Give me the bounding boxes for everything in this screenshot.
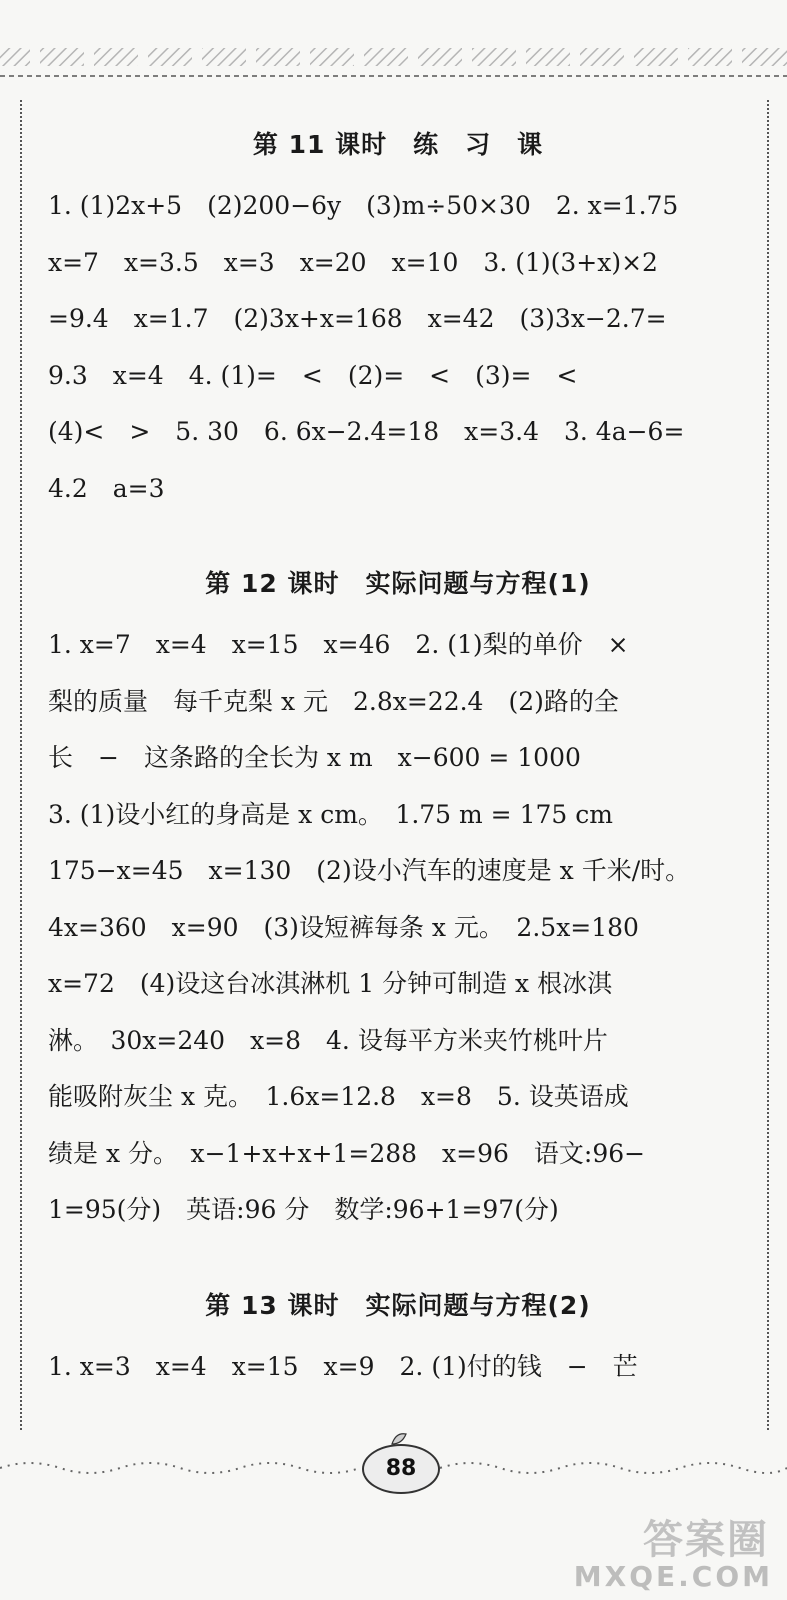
answer-line: 淋。 30x=240 x=8 4. 设每平方米夹竹桃叶片 [48, 1025, 608, 1055]
answer-line: 梨的质量 每千克梨 x 元 2.8x=22.4 (2)路的全 [48, 686, 619, 716]
answer-line: 绩是 x 分。 x−1+x+x+1=288 x=96 语文:96− [48, 1138, 646, 1168]
answer-line: 4.2 a=3 [48, 473, 165, 503]
section-lesson-13 [48, 1273, 748, 1396]
answer-line: 1. x=7 x=4 x=15 x=46 2. (1)梨的单价 × [48, 630, 629, 659]
answer-line: (4)< > 5. 30 6. 6x−2.4=18 x=3.4 3. 4a−6= [48, 417, 685, 446]
answer-lines [48, 178, 748, 517]
answer-line: 1. (1)2x+5 (2)200−6y (3)m÷50×30 2. x=1.75 [48, 191, 679, 220]
answer-lines [48, 617, 748, 1239]
wavy-dotted-line-left [0, 1463, 360, 1473]
answer-line: 9.3 x=4 4. (1)= < (2)= < (3)= < [48, 360, 578, 390]
section-lesson-12 [48, 551, 748, 1239]
answer-line: =9.4 x=1.7 (2)3x+x=168 x=42 (3)3x−2.7= [48, 304, 667, 333]
section-title: 第 11 课时 练 习 课 [252, 130, 544, 159]
wavy-dotted-line-right [440, 1463, 787, 1473]
page-number: 88 [362, 1444, 440, 1494]
section-title: 第 13 课时 实际问题与方程(2) [205, 1290, 591, 1320]
answer-lines [48, 1339, 748, 1396]
section-lesson-11 [48, 112, 748, 517]
answer-line: 1. x=3 x=4 x=15 x=9 2. (1)付的钱 − 芒 [48, 1351, 638, 1381]
answer-line: 4x=360 x=90 (3)设短裤每条 x 元。 2.5x=180 [48, 912, 639, 942]
answer-line: x=72 (4)设这台冰淇淋机 1 分钟可制造 x 根冰淇 [48, 969, 613, 998]
watermark-text: 答案圈 [643, 1517, 769, 1563]
section-title: 第 12 课时 实际问题与方程(1) [205, 569, 591, 598]
answer-line: 175−x=45 x=130 (2)设小汽车的速度是 x 千米/时。 [48, 856, 691, 885]
watermark-url: MXQE.COM [573, 1560, 773, 1593]
top-decorative-band [0, 0, 787, 82]
answer-line: x=7 x=3.5 x=3 x=20 x=10 3. (1)(3+x)×2 [48, 247, 658, 277]
answer-line: 长 − 这条路的全长为 x m x−600 = 1000 [48, 743, 581, 772]
answer-line: 3. (1)设小红的身高是 x cm。 1.75 m = 175 cm [48, 799, 613, 829]
answer-line: 能吸附灰尘 x 克。 1.6x=12.8 x=8 5. 设英语成 [48, 1082, 629, 1111]
answer-line: 1=95(分) 英语:96 分 数学:96+1=97(分) [48, 1195, 559, 1224]
hatched-blocks [0, 48, 787, 66]
answer-content [48, 112, 748, 1395]
